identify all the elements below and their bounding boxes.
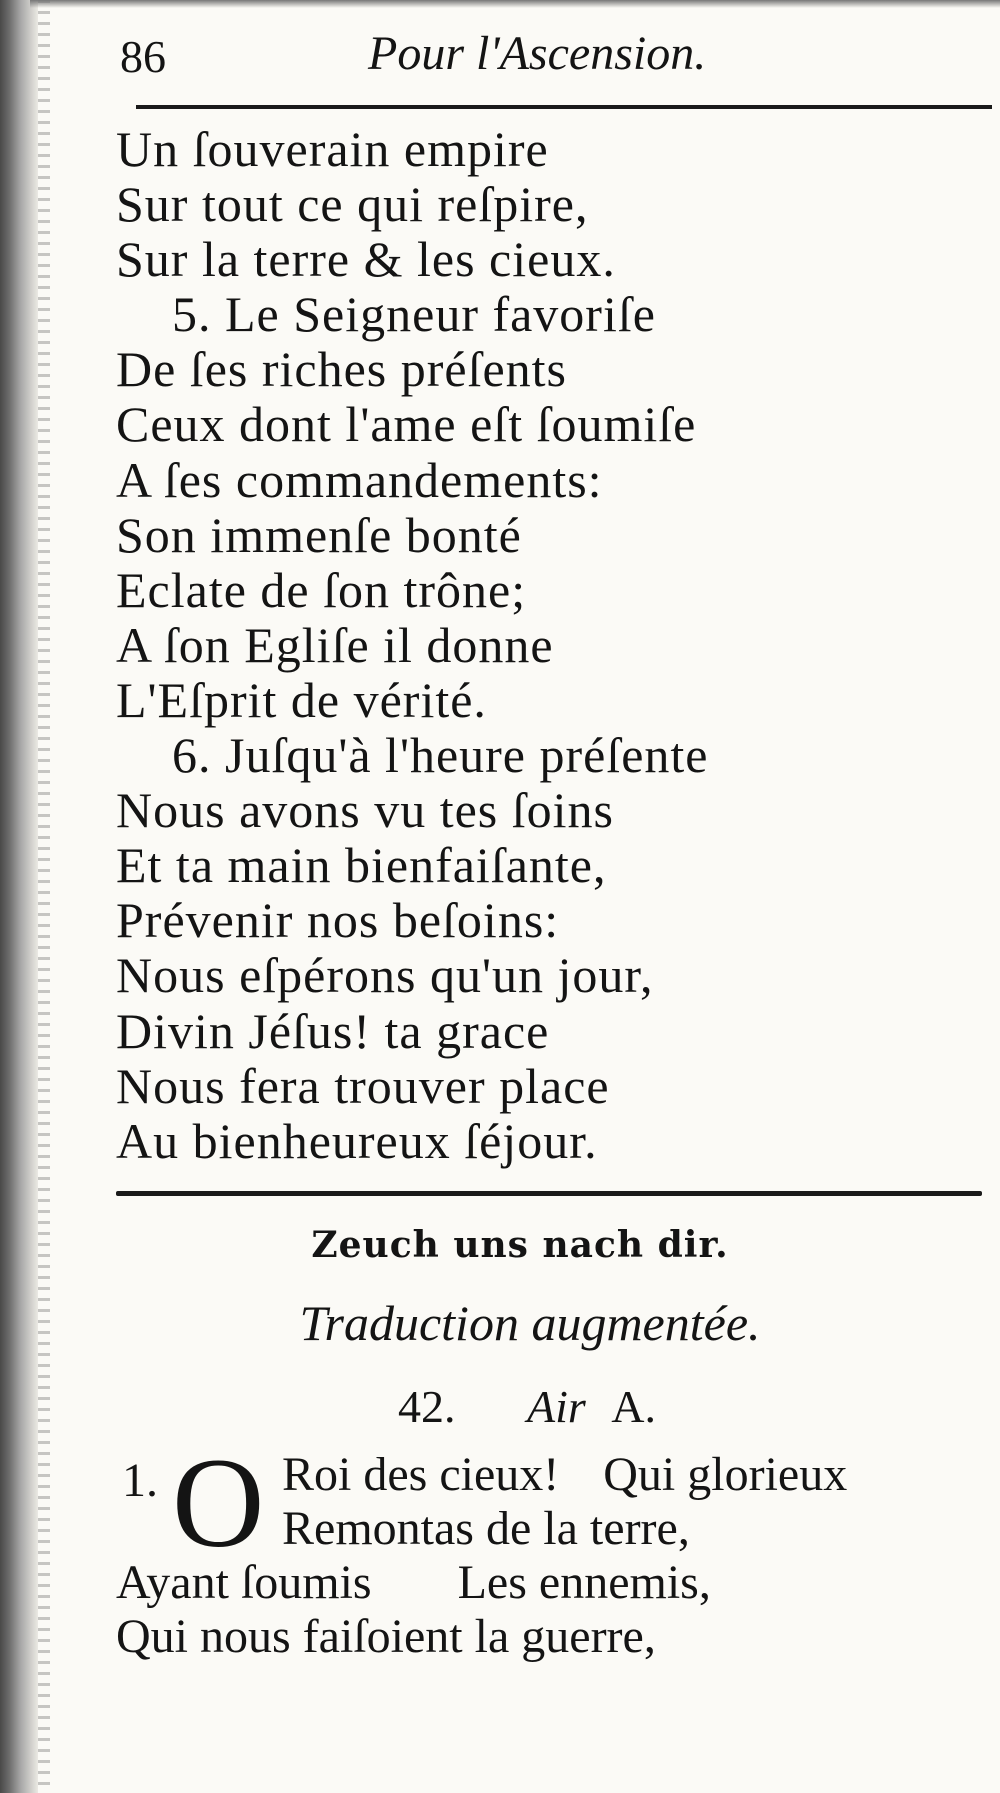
stanza-line-1: [282, 1447, 847, 1502]
tune-name: Zeuch uns nach dir.: [311, 1224, 729, 1266]
binding-edge-texture: [38, 0, 50, 1793]
drop-cap: O: [172, 1432, 265, 1574]
section-divider-rule: [116, 1191, 982, 1196]
running-title: Pour l'Ascension.: [368, 27, 707, 80]
verse-block: [116, 122, 976, 1169]
verse-line: Son immenſe bonté: [116, 506, 522, 563]
verse-line: L'Eſprit de vérité.: [116, 671, 487, 728]
stanza-line-2: Remontas de la terre,: [282, 1502, 690, 1555]
air-letter: A.: [611, 1381, 657, 1432]
book-binding-shadow: [0, 0, 38, 1793]
hymn-heading: [398, 1380, 656, 1433]
verse-line: Eclate de ſon trône;: [116, 561, 527, 618]
page-number: 86: [120, 31, 166, 82]
verse-line: Sur la terre & les cieux.: [116, 231, 616, 288]
stanza-5-start: 5. Le Seigneur favoriſe: [172, 286, 656, 343]
header-rule: [136, 105, 992, 109]
verse-line: Ceux dont l'ame eſt ſoumiſe: [116, 396, 697, 453]
page-top-edge-shadow: [30, 0, 1000, 8]
stanza-number: 1.: [122, 1454, 158, 1507]
verse-line: Nous fera trouver place: [116, 1057, 610, 1114]
verse-line: Sur tout ce qui reſpire,: [116, 176, 589, 233]
verse-line: De ſes riches préſents: [116, 341, 568, 398]
verse-line: Au bienheureux ſéjour.: [116, 1112, 598, 1169]
hymn-number: 42.: [398, 1381, 456, 1432]
verse-line: A ſon Egliſe il donne: [116, 616, 554, 673]
stanza-line-1b: Qui glorieux: [603, 1448, 848, 1501]
verse-line: A ſes commandements:: [116, 451, 603, 508]
verse-line: Prévenir nos beſoins:: [116, 892, 560, 949]
verse-line: Nous avons vu tes ſoins: [116, 782, 614, 839]
verse-line: Un ſouverain empire: [116, 121, 549, 177]
stanza-6-start: 6. Juſqu'à l'heure préſente: [172, 727, 709, 784]
verse-line: Et ta main bienfaiſante,: [116, 837, 607, 894]
stanza-line-3b: Les ennemis,: [457, 1556, 711, 1609]
stanza-line-4: Qui nous faiſoient la guerre,: [116, 1610, 656, 1663]
air-label: Air: [527, 1381, 586, 1432]
verse-line: Nous eſpérons qu'un jour,: [116, 947, 654, 1004]
stanza-line-3a: Ayant ſoumis: [116, 1556, 372, 1609]
page-header: [0, 22, 1000, 92]
verse-line: Divin Jéſus! ta grace: [116, 1002, 550, 1059]
stanza-line-1a: Roi des cieux!: [282, 1448, 560, 1501]
stanza-line-3: [116, 1555, 711, 1610]
hymn-subtitle: Traduction augmentée.: [299, 1295, 761, 1351]
